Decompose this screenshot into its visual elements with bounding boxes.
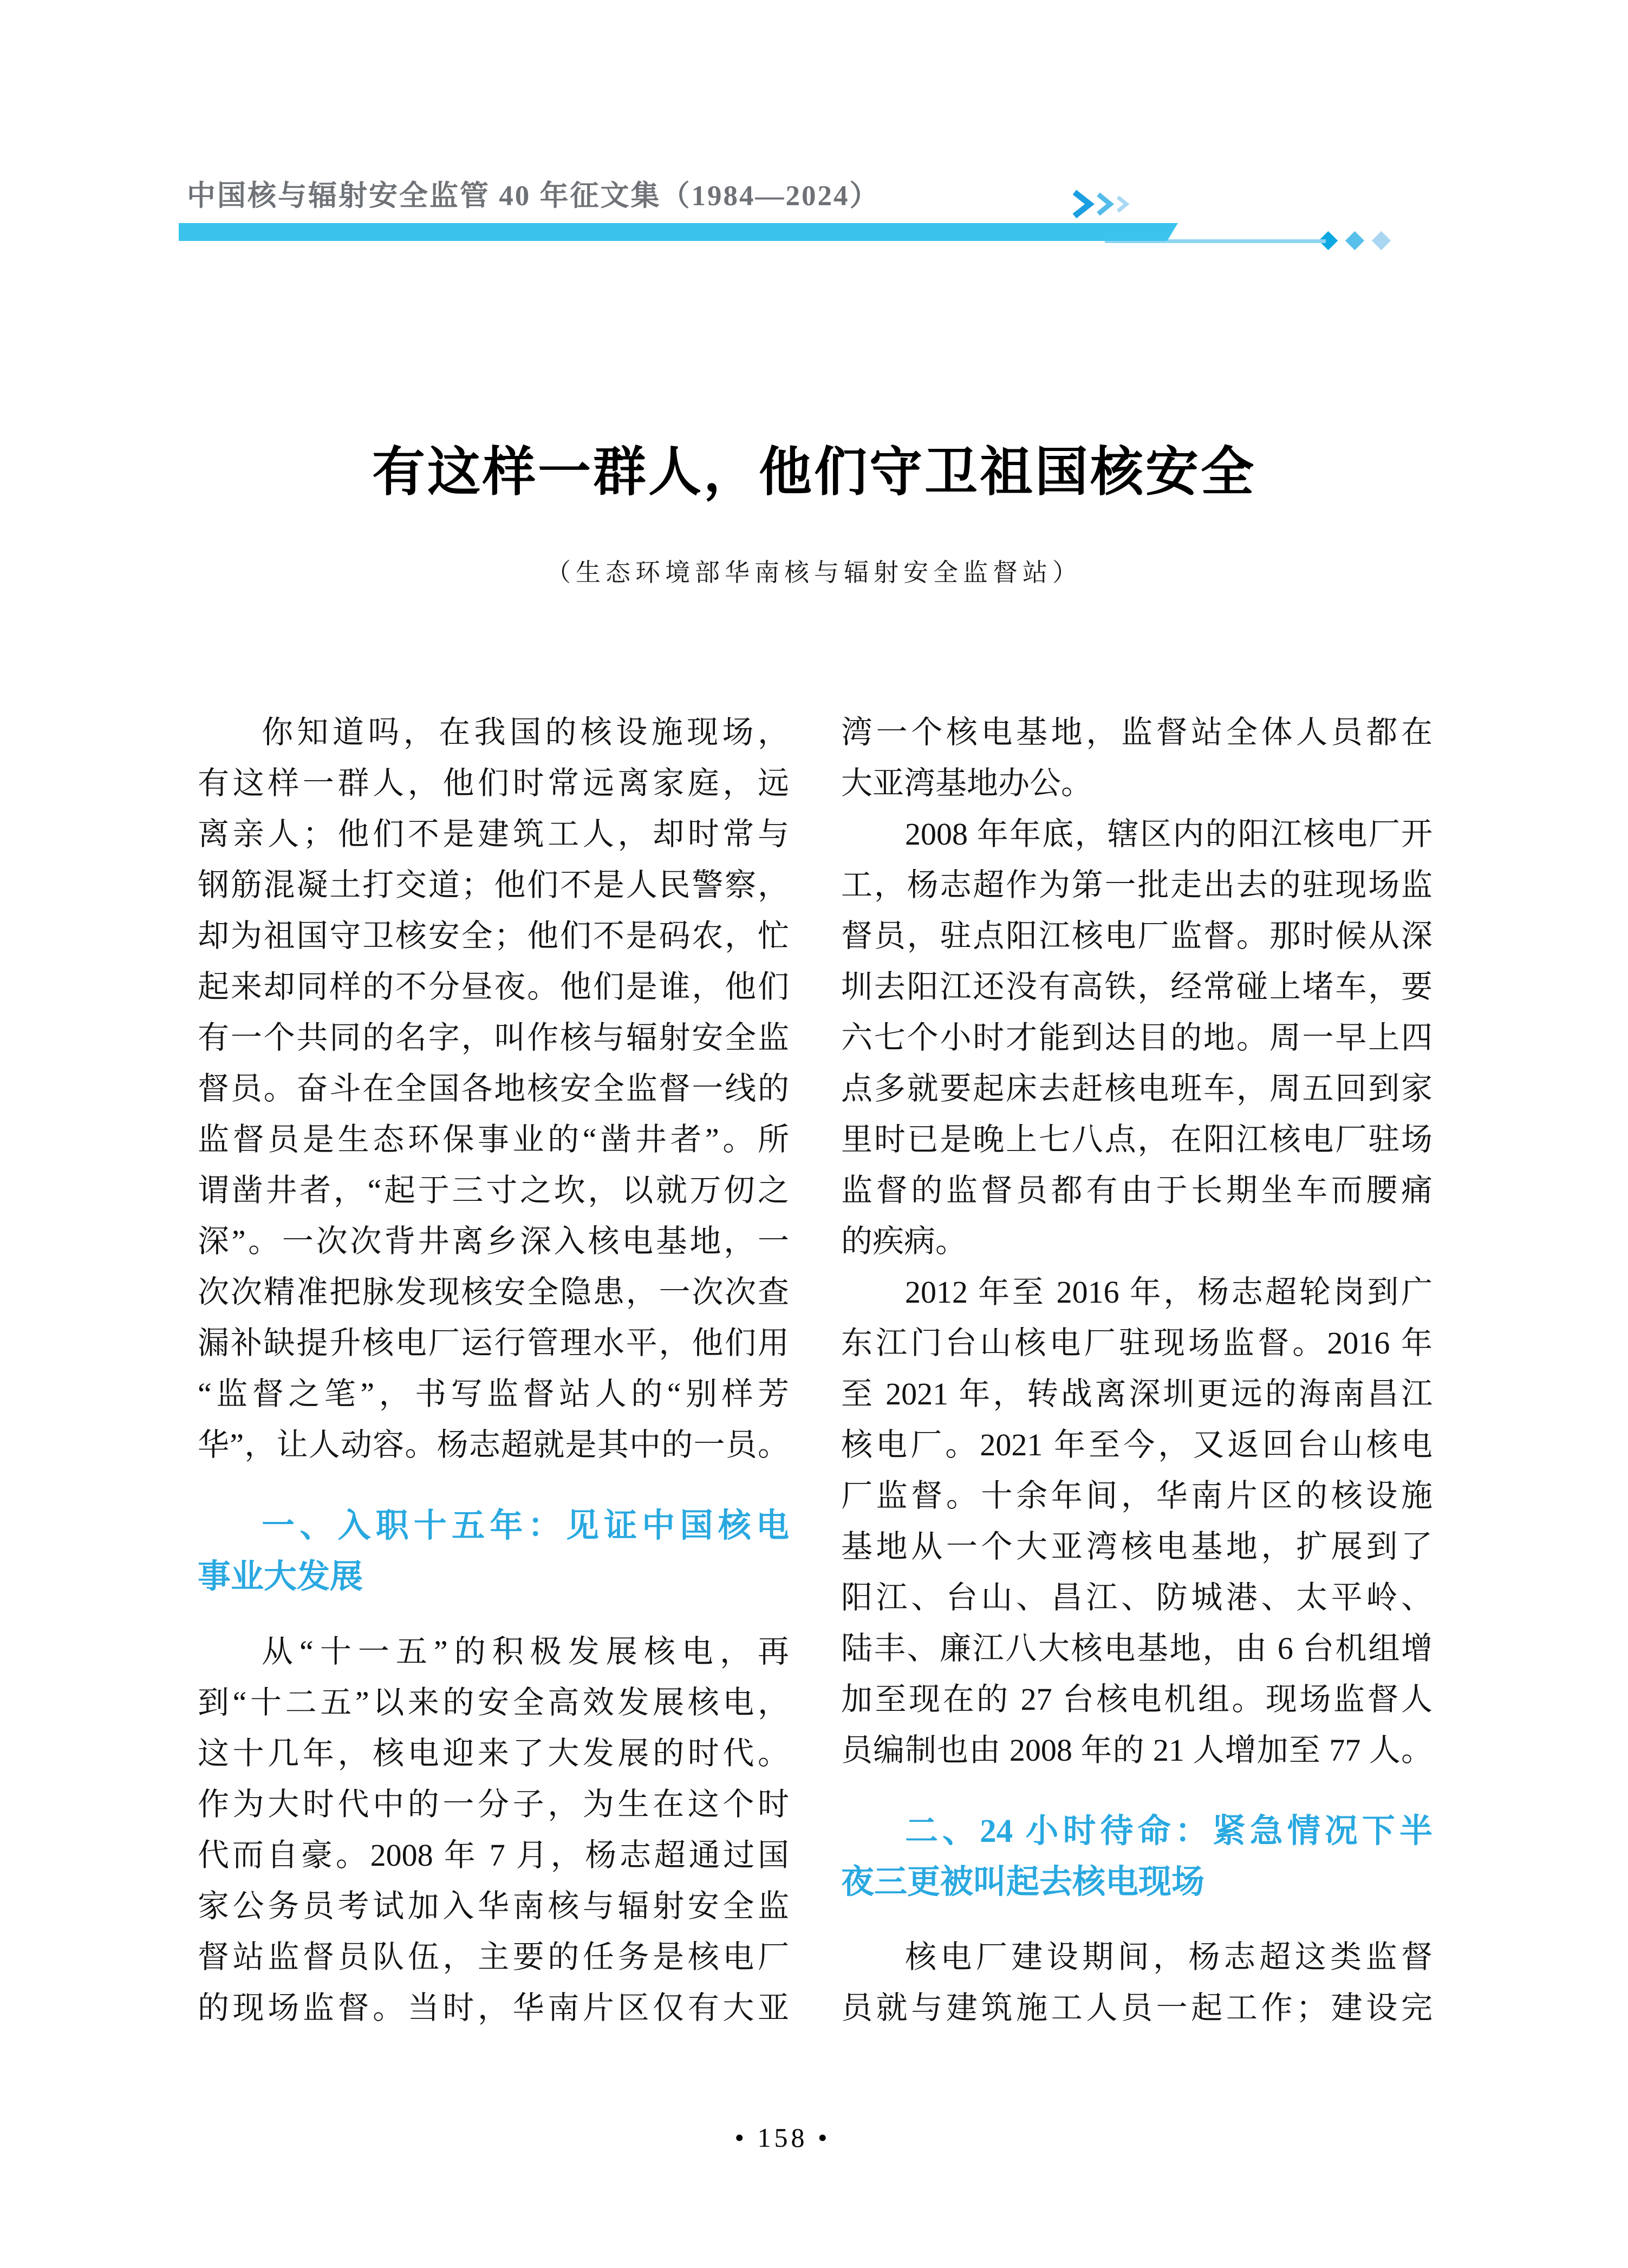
text-line: 陆丰、廉江八大核电基地，由 6 台机组增 xyxy=(841,1631,1432,1666)
text-line: 工，杨志超作为第一批走出去的驻现场监 xyxy=(841,867,1432,903)
text-line: 作为大时代中的一分子，为生在这个时 xyxy=(198,1787,789,1822)
header-accent-bar xyxy=(179,223,1178,241)
section-heading xyxy=(841,1806,1432,1908)
text-line: 却为祖国守卫核安全；他们不是码农，忙 xyxy=(198,918,789,953)
text-line: 至 2021 年，转战离深圳更远的海南昌江 xyxy=(841,1376,1432,1411)
text-line: 有这样一群人，他们时常远离家庭，远 xyxy=(198,766,789,801)
diamond-icon xyxy=(1345,231,1364,250)
article-title: 有这样一群人，他们守卫祖国核安全 xyxy=(372,443,1256,502)
text-line: 从“十一五”的积极发展核电，再 xyxy=(262,1634,789,1669)
text-line: 基地从一个大亚湾核电基地，扩展到了 xyxy=(841,1529,1432,1564)
text-line: 核电厂。2021 年至今，又返回台山核电 xyxy=(841,1427,1432,1462)
text-line: 代而自豪。2008 年 7 月，杨志超通过国 xyxy=(198,1838,789,1873)
text-line: 厂监督。十余年间，华南片区的核设施 xyxy=(841,1478,1432,1513)
text-line: 员编制也由 2008 年的 21 人增加至 77 人。 xyxy=(841,1733,1432,1768)
text-line: 的疾病。 xyxy=(841,1224,967,1259)
paragraph xyxy=(841,1267,1432,1776)
left-column xyxy=(198,707,789,2034)
text-line: 监督的监督员都有由于长期坐车而腰痛 xyxy=(841,1173,1432,1208)
text-line: 2008 年年底，辖区内的阳江核电厂开 xyxy=(905,816,1432,852)
article-subtitle: （生态环境部华南核与辐射安全监督站） xyxy=(546,559,1082,586)
paragraph xyxy=(198,707,789,1470)
text-line: 点多就要起床去赶核电班车，周五回到家 xyxy=(841,1071,1432,1106)
triple-chevron-icon xyxy=(1071,189,1147,220)
text-line: 加至现在的 27 台核电机组。现场监督人 xyxy=(841,1682,1432,1717)
page-number: • 158 • xyxy=(734,2122,831,2153)
heading-line: 二、24 小时待命：紧急情况下半 xyxy=(905,1813,1432,1849)
text-line: “监督之笔”，书写监督站人的“别样芳 xyxy=(198,1376,789,1411)
text-line: 督员，驻点阳江核电厂监督。那时候从深 xyxy=(841,918,1432,953)
paragraph xyxy=(841,1932,1432,2034)
text-line: 起来却同样的不分昼夜。他们是谁，他们 xyxy=(198,969,789,1004)
text-line: 离亲人；他们不是建筑工人，却时常与 xyxy=(198,816,789,852)
text-line: 2012 年至 2016 年，杨志超轮岗到广 xyxy=(905,1274,1432,1310)
text-line: 钢筋混凝土打交道；他们不是人民警察， xyxy=(198,867,789,903)
heading-line: 一、入职十五年：见证中国核电 xyxy=(262,1508,789,1544)
diamond-icon xyxy=(1372,231,1391,250)
text-line: 深”。一次次背井离乡深入核电基地，一 xyxy=(198,1224,789,1259)
text-line: 东江门台山核电厂驻现场监督。2016 年 xyxy=(841,1325,1432,1361)
text-line: 漏补缺提升核电厂运行管理水平，他们用 xyxy=(198,1325,789,1361)
text-line: 家公务员考试加入华南核与辐射安全监 xyxy=(198,1888,789,1924)
text-line: 里时已是晚上七八点，在阳江核电厂驻场 xyxy=(841,1122,1432,1157)
text-line: 督员。奋斗在全国各地核安全监督一线的 xyxy=(198,1071,789,1106)
text-line: 的现场监督。当时，华南片区仅有大亚 xyxy=(198,1990,789,2025)
text-line: 督站监督员队伍，主要的任务是核电厂 xyxy=(198,1939,789,1975)
right-column xyxy=(841,707,1432,2034)
text-line: 这十几年，核电迎来了大发展的时代。 xyxy=(198,1736,789,1771)
text-line: 六七个小时才能到达目的地。周一早上四 xyxy=(841,1020,1432,1055)
text-line: 次次精准把脉发现核安全隐患，一次次查 xyxy=(198,1274,789,1310)
text-line: 圳去阳江还没有高铁，经常碰上堵车，要 xyxy=(841,969,1432,1004)
text-line: 核电厂建设期间，杨志超这类监督 xyxy=(905,1939,1432,1975)
heading-line: 夜三更被叫起去核电现场 xyxy=(841,1864,1205,1900)
heading-line: 事业大发展 xyxy=(198,1559,363,1595)
text-line: 华”，让人动容。杨志超就是其中的一员。 xyxy=(198,1427,789,1462)
text-line: 湾一个核电基地，监督站全体人员都在 xyxy=(841,715,1432,750)
text-line: 有一个共同的名字，叫作核与辐射安全监 xyxy=(198,1020,789,1055)
text-line: 大亚湾基地办公。 xyxy=(841,766,1093,801)
paragraph xyxy=(841,707,1432,809)
text-line: 员就与建筑施工人员一起工作；建设完 xyxy=(841,1990,1432,2025)
text-line: 阳江、台山、昌江、防城港、太平岭、 xyxy=(841,1580,1432,1615)
paragraph xyxy=(198,1626,789,2034)
text-line: 到“十二五”以来的安全高效发展核电， xyxy=(198,1685,789,1720)
paragraph xyxy=(841,809,1432,1267)
section-heading xyxy=(198,1501,789,1603)
text-line: 监督员是生态环保事业的“凿井者”。所 xyxy=(198,1122,789,1157)
text-line: 你知道吗，在我国的核设施现场， xyxy=(262,715,789,750)
running-head-title: 中国核与辐射安全监管 40 年征文集（1984—2024） xyxy=(187,180,880,212)
text-line: 谓凿井者，“起于三寸之坎，以就万仞之 xyxy=(198,1173,789,1208)
